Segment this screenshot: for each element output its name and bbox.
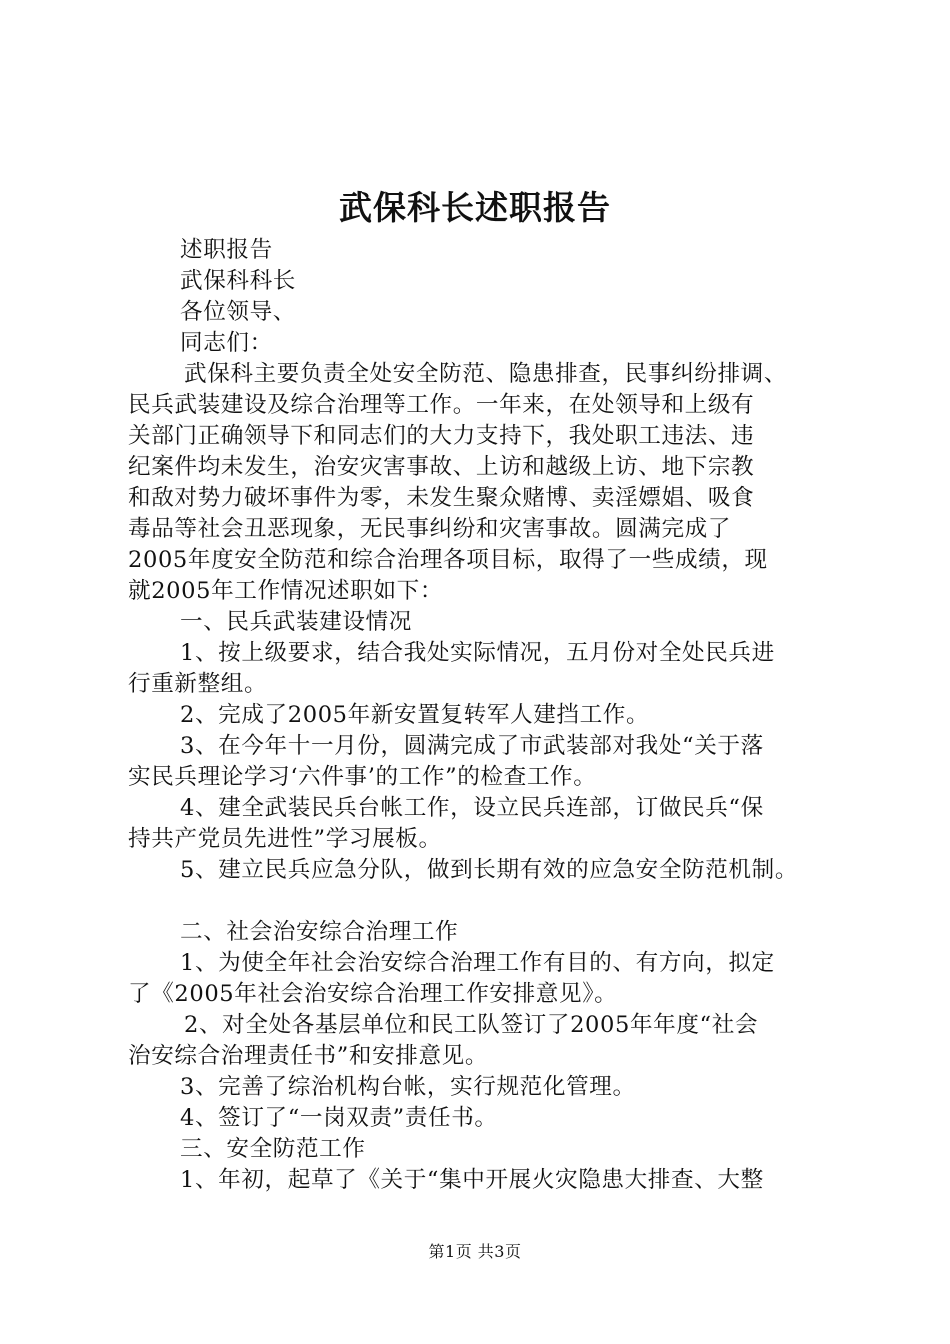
section-heading: 一、民兵武装建设情况 [180, 609, 412, 635]
text-line: 述职报告 [180, 237, 273, 263]
text-line: 1、年初，起草了《关于“集中开展火灾隐患大排查、大整 [180, 1167, 764, 1193]
text-line: 持共产党员先进性”学习展板。 [128, 826, 442, 852]
text-line: 武保科主要负责全处安全防范、隐患排查，民事纠纷排调、 [184, 361, 788, 387]
text-line: 4、签订了“一岗双责”责任书。 [180, 1105, 498, 1131]
text-line: 5、建立民兵应急分队，做到长期有效的应急安全防范机制。 [180, 857, 799, 883]
document-body [128, 235, 833, 1196]
text-line: 毒品等社会丑恶现象，无民事纠纷和灾害事故。圆满完成了 [128, 516, 732, 542]
text-line: 民兵武装建设及综合治理等工作。一年来，在处领导和上级有 [128, 392, 755, 418]
text-line: 武保科科长 [180, 268, 296, 294]
text-line: 纪案件均未发生，治安灾害事故、上访和越级上访、地下宗教 [128, 454, 755, 480]
text-line: 和敌对势力破坏事件为零，未发生聚众赌博、卖淫嫖娼、吸食 [128, 485, 755, 511]
text-line: 了《2005年社会治安综合治理工作安排意见》。 [128, 981, 618, 1007]
text-line: 实民兵理论学习‘六件事’的工作”的检查工作。 [128, 764, 597, 790]
text-line: 2、完成了2005年新安置复转军人建挡工作。 [180, 702, 650, 728]
text-line: 同志们： [180, 330, 273, 356]
text-line: 治安综合治理责任书”和安排意见。 [128, 1043, 489, 1069]
text-line: 各位领导、 [180, 299, 296, 325]
text-line: 4、建全武装民兵台帐工作，设立民兵连部，订做民兵“保 [180, 795, 764, 821]
document-title: 武保科长述职报告 [339, 188, 611, 227]
text-line: 1、按上级要求，结合我处实际情况，五月份对全处民兵进 [180, 640, 775, 666]
text-line: 关部门正确领导下和同志们的大力支持下，我处职工违法、违 [128, 423, 755, 449]
section-heading: 三、安全防范工作 [180, 1136, 366, 1162]
text-line: 3、完善了综治机构台帐，实行规范化管理。 [180, 1074, 636, 1100]
text-line: 1、为使全年社会治安综合治理工作有目的、有方向，拟定 [180, 950, 775, 976]
page-footer: 第1页 共3页 [428, 1242, 522, 1261]
text-line: 2、对全处各基层单位和民工队签订了2005年年度“社会 [184, 1012, 759, 1038]
text-line: 3、在今年十一月份，圆满完成了市武装部对我处“关于落 [180, 733, 764, 759]
section-heading: 二、社会治安综合治理工作 [180, 919, 459, 945]
text-line: 就2005年工作情况述职如下： [128, 578, 444, 604]
text-line: 行重新整组。 [128, 671, 268, 697]
paragraph-gap [128, 886, 833, 917]
text-line: 2005年度安全防范和综合治理各项目标，取得了一些成绩，现 [128, 547, 768, 573]
